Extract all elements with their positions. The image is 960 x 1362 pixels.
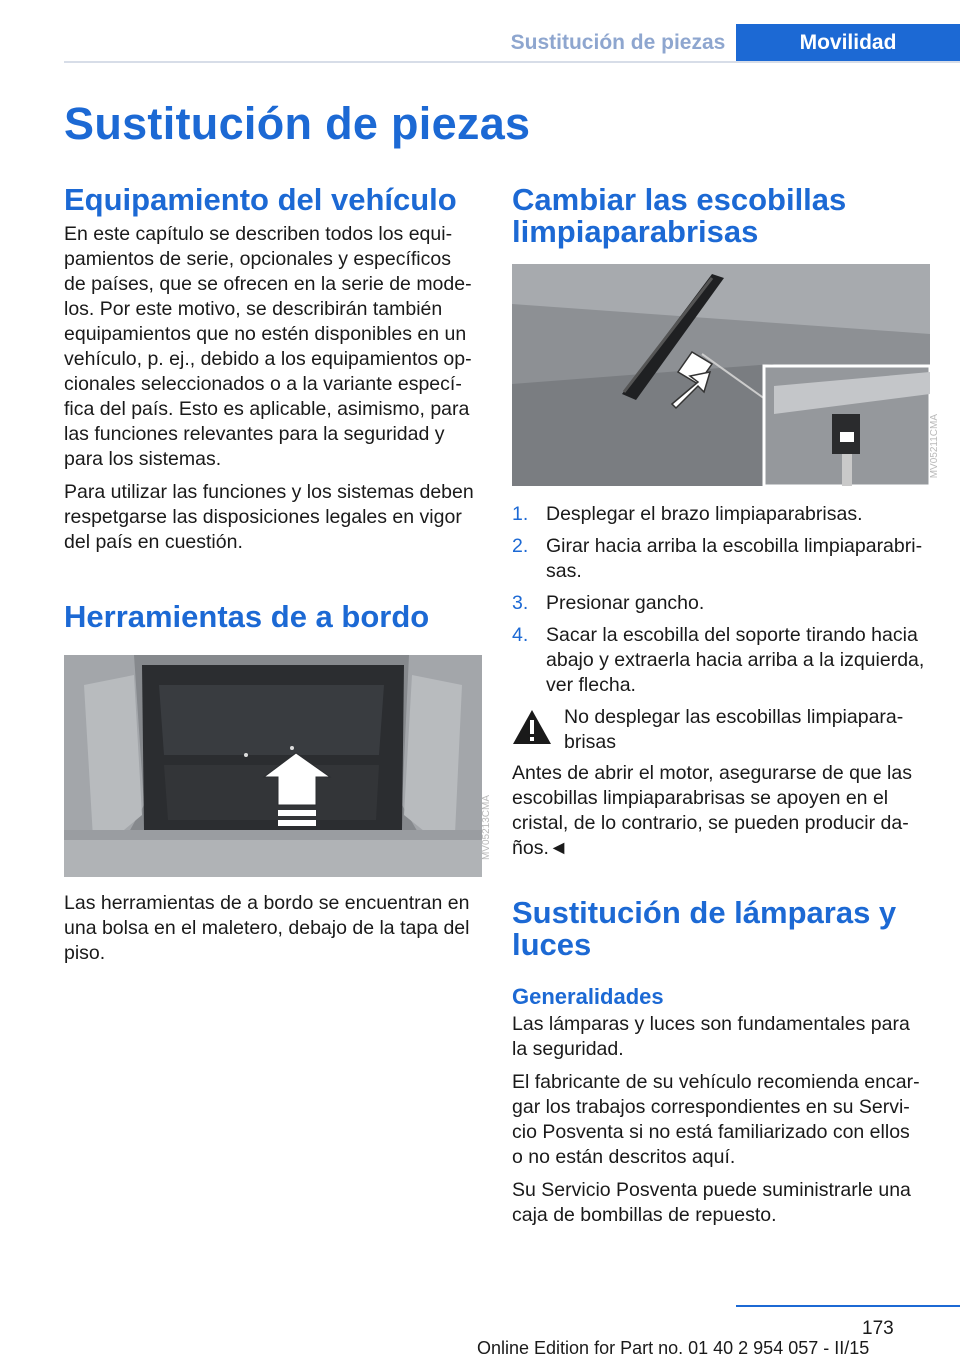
step-text: Sacar la escobilla del soporte tirando hacia abajo y extraerla hacia arriba a la izquierda, ver flecha.: [546, 624, 925, 696]
step-text: Girar hacia arriba la escobilla limpiaparabri- sas.: [546, 535, 923, 582]
wiper-figure-code: MV05211CMA: [929, 414, 940, 479]
wiper-step: [512, 502, 930, 527]
step-text: Presionar gancho.: [546, 592, 705, 614]
equipment-heading: Equipamiento del vehículo: [64, 182, 457, 217]
right-column: [512, 182, 940, 1236]
warning-paragraph: Antes de abrir el motor, asegurarse de que las escobillas limpiaparabrisas se apoyen en el cristal, de lo contrario, se pueden producir da- ños.◄: [512, 762, 912, 859]
header-chapter-tab: Movilidad: [736, 24, 960, 62]
equipment-paragraph-1: En este capítulo se describen todos los equi- pamientos de serie, opcionales y específicos de países, que se ofrecen en la serie de mode- los. Por este motivo, se describirán también equipamientos que no estén disponibles en un vehículo, p. ej., debido a los equipamientos op- cionales seleccionados o a la variante especí- fica del país. Esto es aplicable, asimismo, para las funciones relevantes para la seguridad y para los sistemas.: [64, 223, 472, 470]
step-number: 2.: [512, 535, 529, 557]
wiper-steps: [512, 502, 930, 698]
left-column: [64, 182, 492, 974]
wiper-step: [512, 623, 930, 698]
warning-block: [512, 705, 930, 755]
trunk-figure-code: MV05213CMA: [481, 795, 492, 861]
trunk-figure: [64, 655, 492, 877]
wiper-illustration: [512, 264, 930, 486]
wiper-figure: [512, 264, 940, 486]
step-number: 1.: [512, 503, 529, 525]
header-section-tab: Sustitución de piezas: [510, 31, 726, 54]
step-number: 4.: [512, 624, 529, 646]
footer-edition: Online Edition for Part no. 01 40 2 954 057 - II/15: [477, 1338, 870, 1358]
footer-divider: [736, 1305, 960, 1307]
page-title: Sustitución de piezas: [64, 98, 531, 149]
step-number: 3.: [512, 592, 529, 614]
wiper-step: [512, 534, 930, 584]
tools-heading: Herramientas de a bordo: [64, 599, 430, 634]
lamps-heading: Sustitución de lámparas y luces: [512, 895, 897, 962]
general-paragraph-1: Las lámparas y luces son fundamentales para la seguridad.: [512, 1013, 910, 1060]
wiper-heading: Cambiar las escobillas limpiaparabrisas: [512, 182, 847, 249]
general-heading: Generalidades: [512, 984, 664, 1009]
warning-triangle-icon: [512, 709, 552, 745]
step-text: Desplegar el brazo limpiaparabrisas.: [546, 503, 863, 525]
warning-title: No desplegar las escobillas limpiapara- brisas: [564, 706, 904, 753]
general-paragraph-2: El fabricante de su vehículo recomienda encar- gar los trabajos correspondientes en su Servi- cio Posventa si no está familiarizado con ellos o no están descritos aquí.: [512, 1071, 920, 1168]
header-divider: [64, 61, 960, 63]
page-number: 173: [862, 1318, 894, 1339]
tools-paragraph: Las herramientas de a bordo se encuentran en una bolsa en el maletero, debajo de la tapa del piso.: [64, 892, 470, 964]
wiper-step: [512, 591, 930, 616]
trunk-illustration: [64, 655, 482, 877]
general-paragraph-3: Su Servicio Posventa puede suministrarle una caja de bombillas de repuesto.: [512, 1179, 911, 1226]
equipment-paragraph-2: Para utilizar las funciones y los sistemas deben respetgarse las disposiciones legales en vigor del país en cuestión.: [64, 481, 474, 553]
